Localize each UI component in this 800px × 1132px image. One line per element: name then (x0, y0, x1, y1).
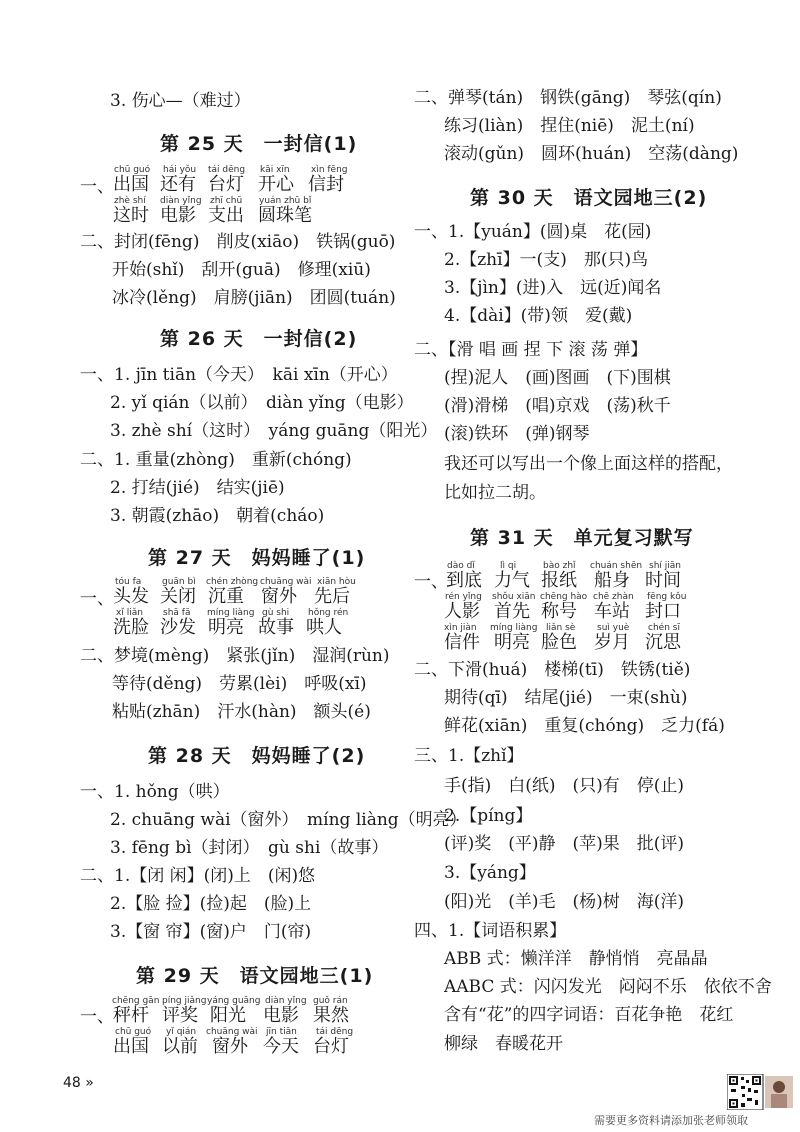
word: 称号 (541, 601, 577, 622)
pinyin: chén zhòng (206, 577, 259, 587)
day30-line: 2.【zhī】一(支) 那(只)鸟 (444, 250, 649, 270)
day31-line: 柳绿 春暖花开 (444, 1034, 563, 1054)
word: 岁月 (594, 632, 630, 653)
day26-line: 3. 朝霞(zhāo) 朝着(cháo) (110, 506, 325, 526)
word: 电影 (263, 1005, 299, 1026)
word: 哄人 (306, 617, 342, 638)
pinyin: míng liàng (490, 623, 538, 633)
day25-q1-label: 一、 (80, 177, 114, 197)
word: 信封 (308, 174, 344, 195)
day27-q1-label: 一、 (80, 589, 114, 609)
word: 台灯 (313, 1036, 349, 1057)
day26-line: 3. zhè shí（这时） yáng guāng（阳光） (110, 421, 438, 441)
day31-q1-label: 一、 (414, 572, 448, 592)
day27-title: 第 27 天 妈妈睡了(1) (148, 547, 366, 569)
day31-line: 2.【píng】 (444, 806, 533, 826)
word: 这时 (113, 205, 149, 226)
word: 今天 (263, 1036, 299, 1057)
word: 还有 (160, 174, 196, 195)
day31-line: 三、1.【zhǐ】 (414, 746, 524, 766)
pinyin: chuāng wài (206, 1027, 258, 1037)
day30-line: 3.【jìn】(进)入 远(近)闻名 (444, 278, 662, 298)
word: 秤杆 (113, 1005, 149, 1026)
word: 沉重 (208, 586, 244, 607)
pinyin: chū guó (114, 165, 151, 175)
word: 洗脸 (113, 617, 149, 638)
day30-title: 第 30 天 语文园地三(2) (470, 187, 708, 209)
word: 封口 (645, 601, 681, 622)
word: 明亮 (494, 632, 530, 653)
pinyin: hái yǒu (163, 165, 197, 175)
day26-line: 二、1. 重量(zhòng) 重新(chóng) (80, 450, 352, 470)
day30-line: 我还可以写出一个像上面这样的搭配， (444, 454, 733, 474)
pinyin: gù shi (262, 608, 290, 618)
pinyin: chén sī (648, 623, 680, 633)
day29-q1-label: 一、 (80, 1007, 114, 1027)
day31-title: 第 31 天 单元复习默写 (470, 527, 694, 549)
day26-title: 第 26 天 一封信(2) (160, 328, 358, 350)
pinyin: bào zhǐ (543, 561, 576, 571)
day28-line: 2.【脸 捡】(捡)起 (脸)上 (110, 894, 312, 914)
pinyin: tái dēng (208, 165, 246, 175)
pinyin: zhī chū (210, 196, 243, 206)
day30-line: 比如拉二胡。 (444, 483, 546, 503)
word: 人影 (444, 601, 480, 622)
day26-line: 2. 打结(jié) 结实(jiē) (110, 478, 285, 498)
pinyin: diàn yǐng (160, 196, 202, 206)
word: 信件 (444, 632, 480, 653)
word: 出国 (113, 174, 149, 195)
page-number: 48 » (63, 1075, 94, 1091)
pinyin: fēng kǒu (647, 592, 687, 602)
day30-line: 一、1.【yuán】(圆)桌 花(园) (414, 222, 652, 242)
day28-title: 第 28 天 妈妈睡了(2) (148, 745, 366, 767)
day25-q2-line: 冰冷(lěng) 肩膀(jiān) 团圆(tuán) (112, 288, 396, 308)
word: 首先 (494, 601, 530, 622)
day27-q2-line: 二、梦境(mèng) 紧张(jǐn) 湿润(rùn) (80, 646, 390, 666)
pinyin: dào dǐ (447, 561, 475, 571)
pinyin: yuán zhū bǐ (259, 196, 312, 206)
word: 支出 (208, 205, 244, 226)
pinyin: shǒu xiān (492, 592, 536, 602)
line-3-sad: 3. 伤心—（难过） (110, 91, 251, 111)
word: 关闭 (160, 586, 196, 607)
day31-line: (阳)光 (羊)毛 (杨)树 海(洋) (444, 892, 685, 912)
word: 圆珠笔 (258, 205, 312, 226)
word: 台灯 (208, 174, 244, 195)
pinyin: píng jiǎng (162, 996, 207, 1006)
word: 明亮 (208, 617, 244, 638)
word: 果然 (313, 1005, 349, 1026)
day25-title: 第 25 天 一封信(1) (160, 133, 358, 155)
day31-line: 期待(qī) 结尾(jié) 一束(shù) (444, 688, 688, 708)
day27-q2-line: 等待(děng) 劳累(lèi) 呼吸(xī) (112, 674, 367, 694)
day25-q2-line: 二、封闭(fēng) 削皮(xiāo) 铁锅(guō) (80, 232, 396, 252)
word: 出国 (113, 1036, 149, 1057)
day26-line: 一、1. jīn tiān（今天） kāi xīn（开心） (80, 365, 398, 385)
pinyin: chēng hào (540, 592, 588, 602)
pinyin: yǐ qián (166, 1027, 197, 1037)
word: 阳光 (210, 1005, 246, 1026)
word: 窗外 (261, 586, 297, 607)
word: 以前 (162, 1036, 198, 1057)
word: 头发 (113, 586, 149, 607)
day30-line: 二、【滑 唱 画 捏 下 滚 荡 弹】 (414, 340, 648, 360)
day31-line: 手(指) 白(纸) (只)有 停(止) (444, 776, 685, 796)
word: 力气 (494, 570, 530, 591)
pinyin: xǐ liǎn (116, 608, 143, 618)
word: 沉思 (645, 632, 681, 653)
pinyin: hǒng rén (308, 608, 349, 618)
day30-line: 4.【dài】(带)领 爱(戴) (444, 306, 633, 326)
word: 脸色 (541, 632, 577, 653)
day27-q2-line: 粘贴(zhān) 汗水(hàn) 额头(é) (112, 702, 371, 722)
day28-line: 3. fēng bì（封闭） gù shi（故事） (110, 838, 389, 858)
word: 报纸 (541, 570, 577, 591)
pinyin: chēng gān (112, 996, 160, 1006)
word: 开心 (258, 174, 294, 195)
word: 车站 (594, 601, 630, 622)
pinyin: jīn tiān (266, 1027, 297, 1037)
top-line: 练习(liàn) 捏住(niē) 泥土(ní) (444, 116, 695, 136)
pinyin: liǎn sè (546, 623, 576, 633)
word: 时间 (645, 570, 681, 591)
pinyin: shí jiān (649, 561, 681, 571)
pinyin: chē zhàn (593, 592, 634, 602)
day28-line: 2. chuāng wài（窗外） míng liàng（明亮） (110, 810, 467, 830)
pinyin: kāi xīn (260, 165, 290, 175)
word: 评奖 (162, 1005, 198, 1026)
pinyin: guǒ rán (313, 996, 348, 1006)
day28-line: 二、1.【闭 闲】(闭)上 (闲)悠 (80, 866, 316, 886)
day28-line: 3.【窗 帘】(窗)户 门(帘) (110, 922, 312, 942)
top-line: 滚动(gǔn) 圆环(huán) 空荡(dàng) (444, 144, 739, 164)
day30-line: (捏)泥人 (画)图画 (下)围棋 (444, 368, 671, 388)
word: 沙发 (160, 617, 196, 638)
top-line: 二、弹琴(tán) 钢铁(gāng) 琴弦(qín) (414, 88, 722, 108)
pinyin: chū guó (115, 1027, 152, 1037)
pinyin: xìn jiàn (444, 623, 477, 633)
pinyin: míng liàng (207, 608, 255, 618)
word: 窗外 (212, 1036, 248, 1057)
day31-line: 3.【yáng】 (444, 863, 536, 883)
pinyin: xiān hòu (317, 577, 356, 587)
word: 船身 (594, 570, 630, 591)
day25-q2-line: 开始(shǐ) 刮开(guā) 修理(xiū) (112, 260, 371, 280)
day31-line: 二、下滑(huá) 楼梯(tī) 铁锈(tiě) (414, 660, 691, 680)
day31-line: ABB 式：懒洋洋 静悄悄 亮晶晶 (444, 949, 708, 969)
day26-line: 2. yǐ qián（以前） diàn yǐng（电影） (110, 393, 414, 413)
word: 先后 (314, 586, 350, 607)
pinyin: diàn yǐng (265, 996, 307, 1006)
pinyin: xìn fēng (311, 165, 348, 175)
pinyin: chuāng wài (260, 577, 312, 587)
day31-line: (评)奖 (平)静 (苹)果 批(评) (444, 834, 685, 854)
word: 电影 (160, 205, 196, 226)
day28-line: 一、1. hǒng（哄） (80, 782, 230, 802)
pinyin: guān bì (162, 577, 196, 587)
day31-line: 含有“花”的四字词语：百花争艳 花红 (444, 1005, 734, 1025)
day30-line: (滑)滑梯 (唱)京戏 (荡)秋千 (444, 396, 671, 416)
pinyin: shā fā (163, 608, 191, 618)
pinyin: zhè shí (114, 196, 146, 206)
pinyin: rén yǐng (445, 592, 482, 602)
word: 故事 (258, 617, 294, 638)
pinyin: lì qi (500, 561, 517, 571)
day31-line: AABC 式：闪闪发光 闷闷不乐 依依不舍 (444, 977, 772, 997)
pinyin: tái dēng (316, 1027, 354, 1037)
day31-line: 四、1.【词语积累】 (414, 921, 567, 941)
word: 到底 (446, 570, 482, 591)
pinyin: yáng guāng (207, 996, 261, 1006)
pinyin: suì yuè (597, 623, 630, 633)
pinyin: chuán shēn (590, 561, 643, 571)
qr-code-icon (727, 1074, 795, 1110)
day30-line: (滚)铁环 (弹)钢琴 (444, 424, 590, 444)
day31-line: 鲜花(xiān) 重复(chóng) 乏力(fá) (444, 716, 725, 736)
footer-note: 需要更多资料请添加张老师领取 (594, 1114, 748, 1127)
day29-title: 第 29 天 语文园地三(1) (136, 965, 374, 987)
pinyin: tóu fa (115, 577, 142, 587)
